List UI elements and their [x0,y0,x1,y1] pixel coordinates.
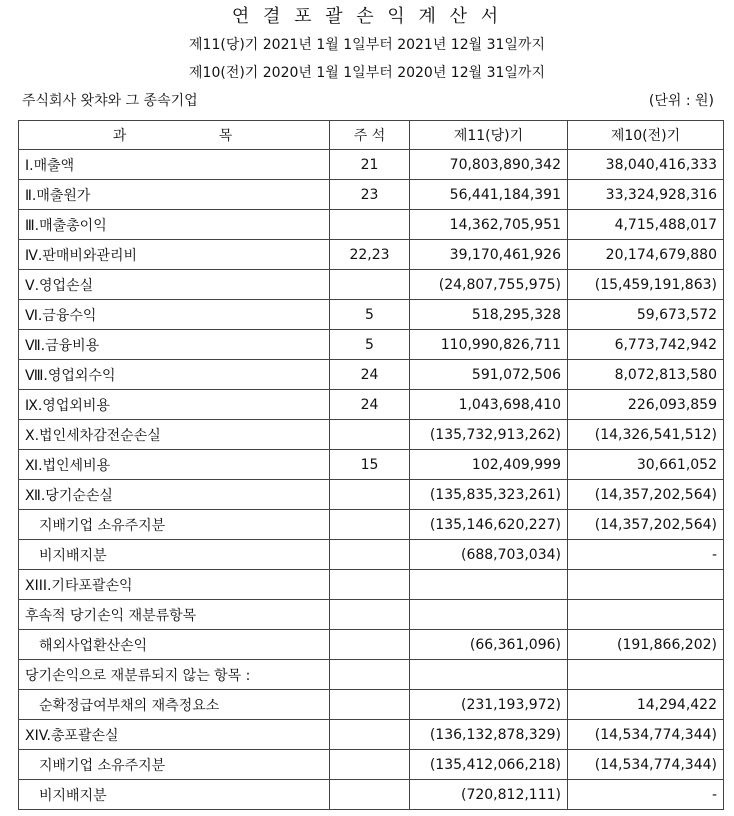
table-row [19,570,724,600]
row-prior: - [568,540,724,570]
row-current [410,600,568,630]
row-prior: (14,534,774,344) [568,720,724,750]
row-current: (135,835,323,261) [410,480,568,510]
row-prior: 59,673,572 [568,300,724,330]
row-item: Ⅰ.매출액 [19,150,330,180]
table-row [19,390,724,420]
row-prior: 38,040,416,333 [568,150,724,180]
row-prior: 20,174,679,880 [568,240,724,270]
table-row [19,300,724,330]
column-header-note: 주 석 [330,121,410,150]
row-note [330,540,410,570]
row-note [330,780,410,810]
row-prior: (14,357,202,564) [568,480,724,510]
row-item: 지배기업 소유주지분 [19,510,330,540]
table-row [19,720,724,750]
row-prior [568,600,724,630]
row-item: Ⅵ.금융수익 [19,300,330,330]
row-current [410,570,568,600]
row-prior [568,570,724,600]
table-row [19,630,724,660]
table-header-row [19,121,724,150]
row-prior: 14,294,422 [568,690,724,720]
row-prior: 226,093,859 [568,390,724,420]
row-note [330,660,410,690]
row-prior: 8,072,813,580 [568,360,724,390]
table-row [19,240,724,270]
row-current: 518,295,328 [410,300,568,330]
row-note [330,420,410,450]
row-prior: 4,715,488,017 [568,210,724,240]
row-prior: (14,357,202,564) [568,510,724,540]
row-note [330,570,410,600]
row-note [330,270,410,300]
row-note: 5 [330,330,410,360]
row-prior: (15,459,191,863) [568,270,724,300]
row-item: 비지배지분 [19,540,330,570]
row-item: 후속적 당기손익 재분류항목 [19,600,330,630]
row-prior: 6,773,742,942 [568,330,724,360]
row-note: 24 [330,390,410,420]
table-row [19,690,724,720]
table-row [19,180,724,210]
row-note: 15 [330,450,410,480]
row-item: Ⅱ.매출원가 [19,180,330,210]
row-prior: (191,866,202) [568,630,724,660]
row-item: XIII.기타포괄손익 [19,570,330,600]
table-row [19,750,724,780]
table-row [19,150,724,180]
table-row [19,540,724,570]
table-row [19,420,724,450]
table-row [19,270,724,300]
row-current: 102,409,999 [410,450,568,480]
table-row [19,360,724,390]
row-current: 14,362,705,951 [410,210,568,240]
income-statement-table [18,120,724,810]
row-current: (24,807,755,975) [410,270,568,300]
row-note [330,750,410,780]
row-current: 110,990,826,711 [410,330,568,360]
row-current: 39,170,461,926 [410,240,568,270]
row-note: 5 [330,300,410,330]
row-note: 24 [330,360,410,390]
row-prior: 30,661,052 [568,450,724,480]
row-current: 56,441,184,391 [410,180,568,210]
period-prior: 제10(전)기 2020년 1월 1일부터 2020년 12월 31일까지 [189,65,545,81]
row-prior: (14,326,541,512) [568,420,724,450]
table-row [19,450,724,480]
table-row [19,510,724,540]
row-prior [568,660,724,690]
row-note [330,690,410,720]
row-current: (135,412,066,218) [410,750,568,780]
table-row [19,480,724,510]
row-item: 해외사업환산손익 [19,630,330,660]
table-row [19,660,724,690]
row-current: 1,043,698,410 [410,390,568,420]
row-note [330,210,410,240]
row-prior: (14,534,774,344) [568,750,724,780]
row-item: XIV.총포괄손실 [19,720,330,750]
row-note [330,510,410,540]
row-current: (688,703,034) [410,540,568,570]
row-current [410,660,568,690]
row-current: (66,361,096) [410,630,568,660]
row-current: 591,072,506 [410,360,568,390]
table-row [19,780,724,810]
row-current: (135,732,913,262) [410,420,568,450]
row-note: 21 [330,150,410,180]
row-prior: 33,324,928,316 [568,180,724,210]
table-row [19,210,724,240]
row-note [330,480,410,510]
row-item: Ⅹ.법인세차감전순손실 [19,420,330,450]
unit-label: (단위 : 원) [648,93,714,109]
row-item: Ⅴ.영업손실 [19,270,330,300]
row-item: 순확정급여부채의 재측정요소 [19,690,330,720]
row-item: Ⅶ.금융비용 [19,330,330,360]
row-item: 지배기업 소유주지분 [19,750,330,780]
row-current: (720,812,111) [410,780,568,810]
row-note [330,720,410,750]
table-row [19,330,724,360]
row-current: (135,146,620,227) [410,510,568,540]
column-header-prior: 제10(전)기 [568,121,724,150]
row-note [330,600,410,630]
row-note [330,630,410,660]
row-note: 23 [330,180,410,210]
column-header-item: 과 목 [19,121,330,150]
company-name: 주식회사 왓챠와 그 종속기업 [22,93,198,109]
row-current: (136,132,878,329) [410,720,568,750]
row-item: 당기손익으로 재분류되지 않는 항목 : [19,660,330,690]
row-prior: - [568,780,724,810]
statement-title: 연 결 포 괄 손 익 계 산 서 [231,6,503,27]
row-item: Ⅻ.당기순손실 [19,480,330,510]
row-current: 70,803,890,342 [410,150,568,180]
row-item: 비지배지분 [19,780,330,810]
row-item: Ⅲ.매출총이익 [19,210,330,240]
row-item: Ⅸ.영업외비용 [19,390,330,420]
row-item: Ⅷ.영업외수익 [19,360,330,390]
column-header-current: 제11(당)기 [410,121,568,150]
row-current: (231,193,972) [410,690,568,720]
row-item: Ⅳ.판매비와관리비 [19,240,330,270]
row-item: Ⅺ.법인세비용 [19,450,330,480]
table-row [19,600,724,630]
period-current: 제11(당)기 2021년 1월 1일부터 2021년 12월 31일까지 [189,37,545,53]
row-note: 22,23 [330,240,410,270]
